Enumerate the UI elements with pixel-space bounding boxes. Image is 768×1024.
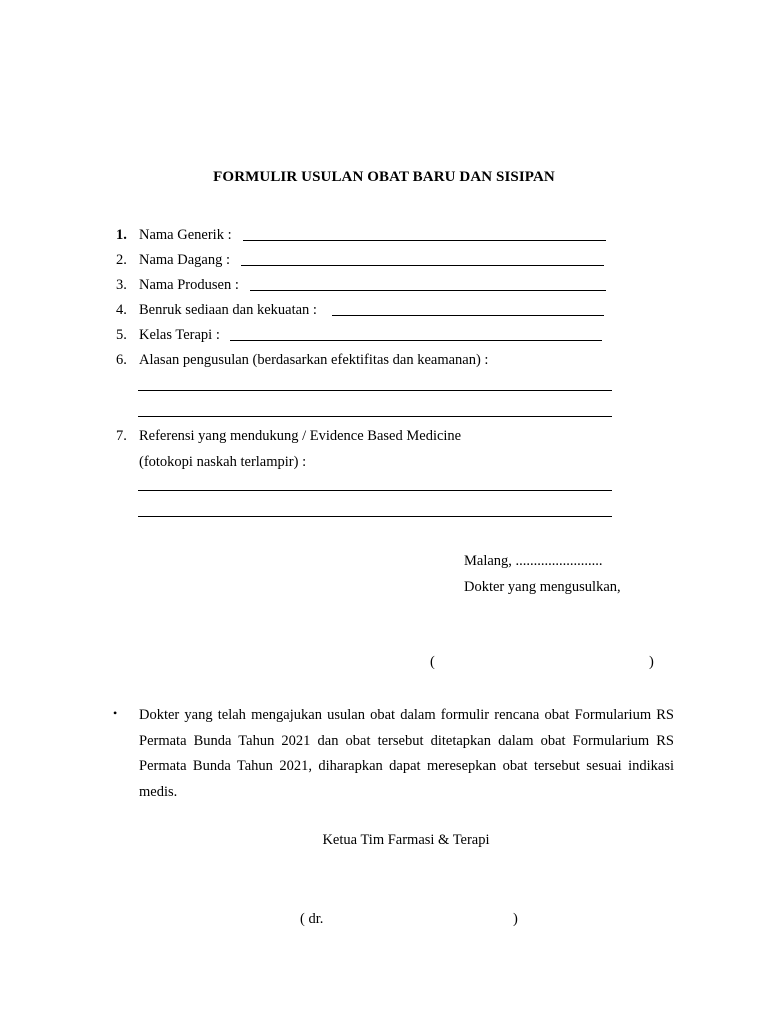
place-date: Malang, ........................ xyxy=(464,553,603,569)
item-number: 3. xyxy=(116,277,127,293)
kelas-terapi-input-line[interactable] xyxy=(230,340,602,341)
committee-role: Ketua Tim Farmasi & Terapi xyxy=(322,832,490,848)
alasan-input-line[interactable] xyxy=(138,390,612,391)
form-title: FORMULIR USULAN OBAT BARU DAN SISIPAN xyxy=(213,169,555,185)
chair-name-close: ) xyxy=(513,911,518,927)
field-label: Nama Produsen : xyxy=(139,277,239,293)
signature-open-paren: ( xyxy=(430,654,435,670)
alasan-input-line[interactable] xyxy=(138,416,612,417)
bullet-icon: • xyxy=(113,706,118,720)
item-number: 7. xyxy=(116,428,127,444)
chair-name-open: ( dr. xyxy=(300,911,324,927)
signature-close-paren: ) xyxy=(649,654,654,670)
note-paragraph: Dokter yang telah mengajukan usulan obat dalam formulir rencana obat Formularium RS Permata Bunda Tahun 2021 dan obat tersebut ditetapkan dalam obat Formularium RS Permata Bunda Tahun 2021, diharapkan dapat meresepkan obat tersebut sesuai indikasi medis. xyxy=(139,707,674,800)
referensi-input-line[interactable] xyxy=(138,490,612,491)
field-label: Kelas Terapi : xyxy=(139,327,220,343)
proposer-role: Dokter yang mengusulkan, xyxy=(464,579,621,595)
bentuk-sediaan-input-line[interactable] xyxy=(332,315,604,316)
item-number: 2. xyxy=(116,252,127,268)
item-number: 4. xyxy=(116,302,127,318)
referensi-input-line[interactable] xyxy=(138,516,612,517)
field-label: Nama Generik : xyxy=(139,227,232,243)
field-label: Referensi yang mendukung / Evidence Based Medicine xyxy=(139,428,462,444)
item-number: 5. xyxy=(116,327,127,343)
field-label: Benruk sediaan dan kekuatan : xyxy=(139,302,317,318)
nama-produsen-input-line[interactable] xyxy=(250,290,606,291)
item-number: 1. xyxy=(116,227,127,243)
nama-generik-input-line[interactable] xyxy=(243,240,606,241)
field-sublabel: (fotokopi naskah terlampir) : xyxy=(139,454,307,470)
field-label: Alasan pengusulan (berdasarkan efektifitas dan keamanan) : xyxy=(139,352,489,368)
item-number: 6. xyxy=(116,352,127,368)
nama-dagang-input-line[interactable] xyxy=(241,265,604,266)
field-label: Nama Dagang : xyxy=(139,252,230,268)
